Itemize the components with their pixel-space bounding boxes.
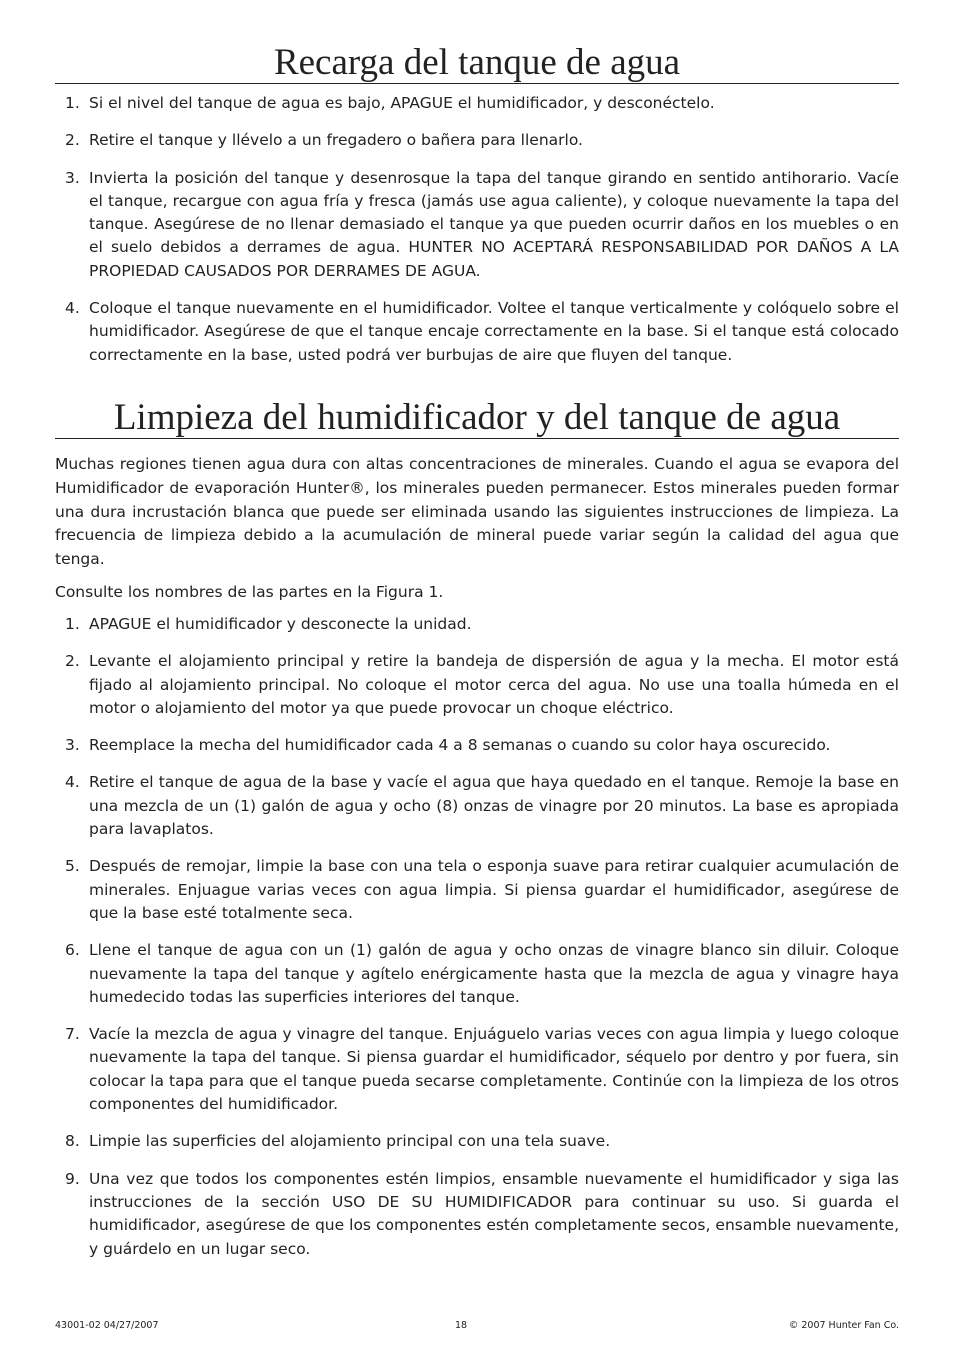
list-item xyxy=(55,167,899,283)
step-number: 3. xyxy=(65,736,80,755)
list-item xyxy=(55,939,899,1009)
copyright: © 2007 Hunter Fan Co. xyxy=(788,1320,899,1331)
list-item xyxy=(55,1023,899,1116)
step-text: Limpie las superficies del alojamiento principal con una tela suave. xyxy=(89,1132,611,1151)
step-text: Reemplace la mecha del humidificador cada 4 a 8 semanas o cuando su color haya oscurecido. xyxy=(89,736,831,755)
list-item xyxy=(55,297,899,367)
step-number: 3. xyxy=(65,168,80,187)
list-item xyxy=(55,613,899,636)
step-text: Retire el tanque de agua de la base y vacíe el agua que haya quedado en el tanque. Remoje la base en una mezcla de un (1) galón de agua y ocho (8) onzas de vinagre por 20 minutos. La base es apropiada para lavaplatos. xyxy=(89,773,899,839)
step-text: Vacíe la mezcla de agua y vinagre del tanque. Enjuáguelo varias veces con agua limpia y luego coloque nuevamente la tapa del tanque. Si piensa guardar el humidificador, séquelo por dentro y por fuera, sin colocar la tapa para que el tanque pueda secarse completamente. Continúe con la limpieza de los otros componentes del humidificador. xyxy=(89,1025,899,1114)
cleaning-intro: Muchas regiones tienen agua dura con altas concentraciones de minerales. Cuando el agua se evapora del Humidificador de evaporación Hunter®, los minerales pueden permanecer. Estos minerales pueden formar una dura incrustación blanca que puede ser eliminada usando las siguientes instrucciones de limpieza. La frecuencia de limpieza debido a la acumulación de mineral puede variar según la calidad del agua que tenga. xyxy=(55,455,899,569)
step-number: 1. xyxy=(65,94,80,112)
parts-reference: Consulte los nombres de las partes en la Figura 1. xyxy=(55,583,444,601)
list-item xyxy=(55,92,899,115)
step-number: 5. xyxy=(65,857,80,876)
list-item xyxy=(55,1168,899,1261)
step-number: 2. xyxy=(65,131,80,150)
step-text: Una vez que todos los componentes estén limpios, ensamble nuevamente el humidificador y siga las instrucciones de la sección USO DE SU HUMIDIFICADOR para continuar su uso. Si guarda el humidificador, asegúrese de que los componentes estén completamente secos, ensamble nuevamente, y guárdelo en un lugar seco. xyxy=(89,1169,899,1258)
step-number: 2. xyxy=(65,652,80,671)
step-number: 4. xyxy=(65,773,80,792)
list-item xyxy=(55,734,899,757)
cleaning-steps-list xyxy=(55,613,899,1261)
list-item xyxy=(55,771,899,841)
step-text: Retire el tanque y llévelo a un fregadero o bañera para llenarlo. xyxy=(89,131,583,150)
step-text: Llene el tanque de agua con un (1) galón de agua y ocho onzas de vinagre blanco sin diluir. Coloque nuevamente la tapa del tanque y agítelo enérgicamente hasta que la mezcla de agua y vinagre haya humedecido todas las superficies interiores del tanque. xyxy=(89,941,899,1006)
document-id: 43001-02 04/27/2007 xyxy=(55,1320,159,1331)
step-text: Después de remojar, limpie la base con una tela o esponja suave para retirar cualquier acumulación de minerales. Enjuague varias veces con agua limpia. Si piensa guardar el humidificador, asegúrese de que la base esté totalmente seca. xyxy=(89,857,899,922)
list-item xyxy=(55,129,899,152)
step-number: 7. xyxy=(65,1025,80,1044)
list-item xyxy=(55,650,899,720)
step-number: 1. xyxy=(65,615,80,633)
section-title-refill: Recarga del tanque de agua xyxy=(55,44,899,84)
step-text: Si el nivel del tanque de agua es bajo, APAGUE el humidificador, y desconéctelo. xyxy=(89,94,715,112)
refill-steps-list xyxy=(55,92,899,367)
step-number: 9. xyxy=(65,1169,80,1188)
list-item xyxy=(55,855,899,925)
step-number: 4. xyxy=(65,299,80,318)
step-number: 6. xyxy=(65,941,80,960)
step-text: Coloque el tanque nuevamente en el humidificador. Voltee el tanque verticalmente y colóquelo sobre el humidificador. Asegúrese de que el tanque encaje correctamente en la base. Si el tanque está colocado correctamente en la base, usted podrá ver burbujas de aire que fluyen del tanque. xyxy=(89,299,899,364)
step-text: APAGUE el humidificador y desconecte la unidad. xyxy=(89,615,472,633)
step-text: Levante el alojamiento principal y retire la bandeja de dispersión de agua y la mecha. El motor está fijado al alojamiento principal. No coloque el motor cerca del agua. No use una toalla húmeda en el motor o alojamiento del motor ya que puede provocar un choque eléctrico. xyxy=(89,652,899,717)
step-number: 8. xyxy=(65,1132,80,1151)
list-item xyxy=(55,1130,899,1153)
step-text: Invierta la posición del tanque y desenrosque la tapa del tanque girando en sentido antihorario. Vacíe el tanque, recargue con agua fría y fresca (jamás use agua caliente), y coloque nuevamente la tapa del tanque. Asegúrese de no llenar demasiado el tanque ya que pueden ocurrir daños en los muebles o en el suelo debidos a derrames de agua. HUNTER NO ACEPTARÁ RESPONSABILIDAD POR DAÑOS A LA PROPIEDAD CAUSADOS POR DERRAMES DE AGUA. xyxy=(89,168,899,280)
page-number: 18 xyxy=(455,1320,468,1331)
section-title-cleaning: Limpieza del humidificador y del tanque de agua xyxy=(55,399,899,439)
